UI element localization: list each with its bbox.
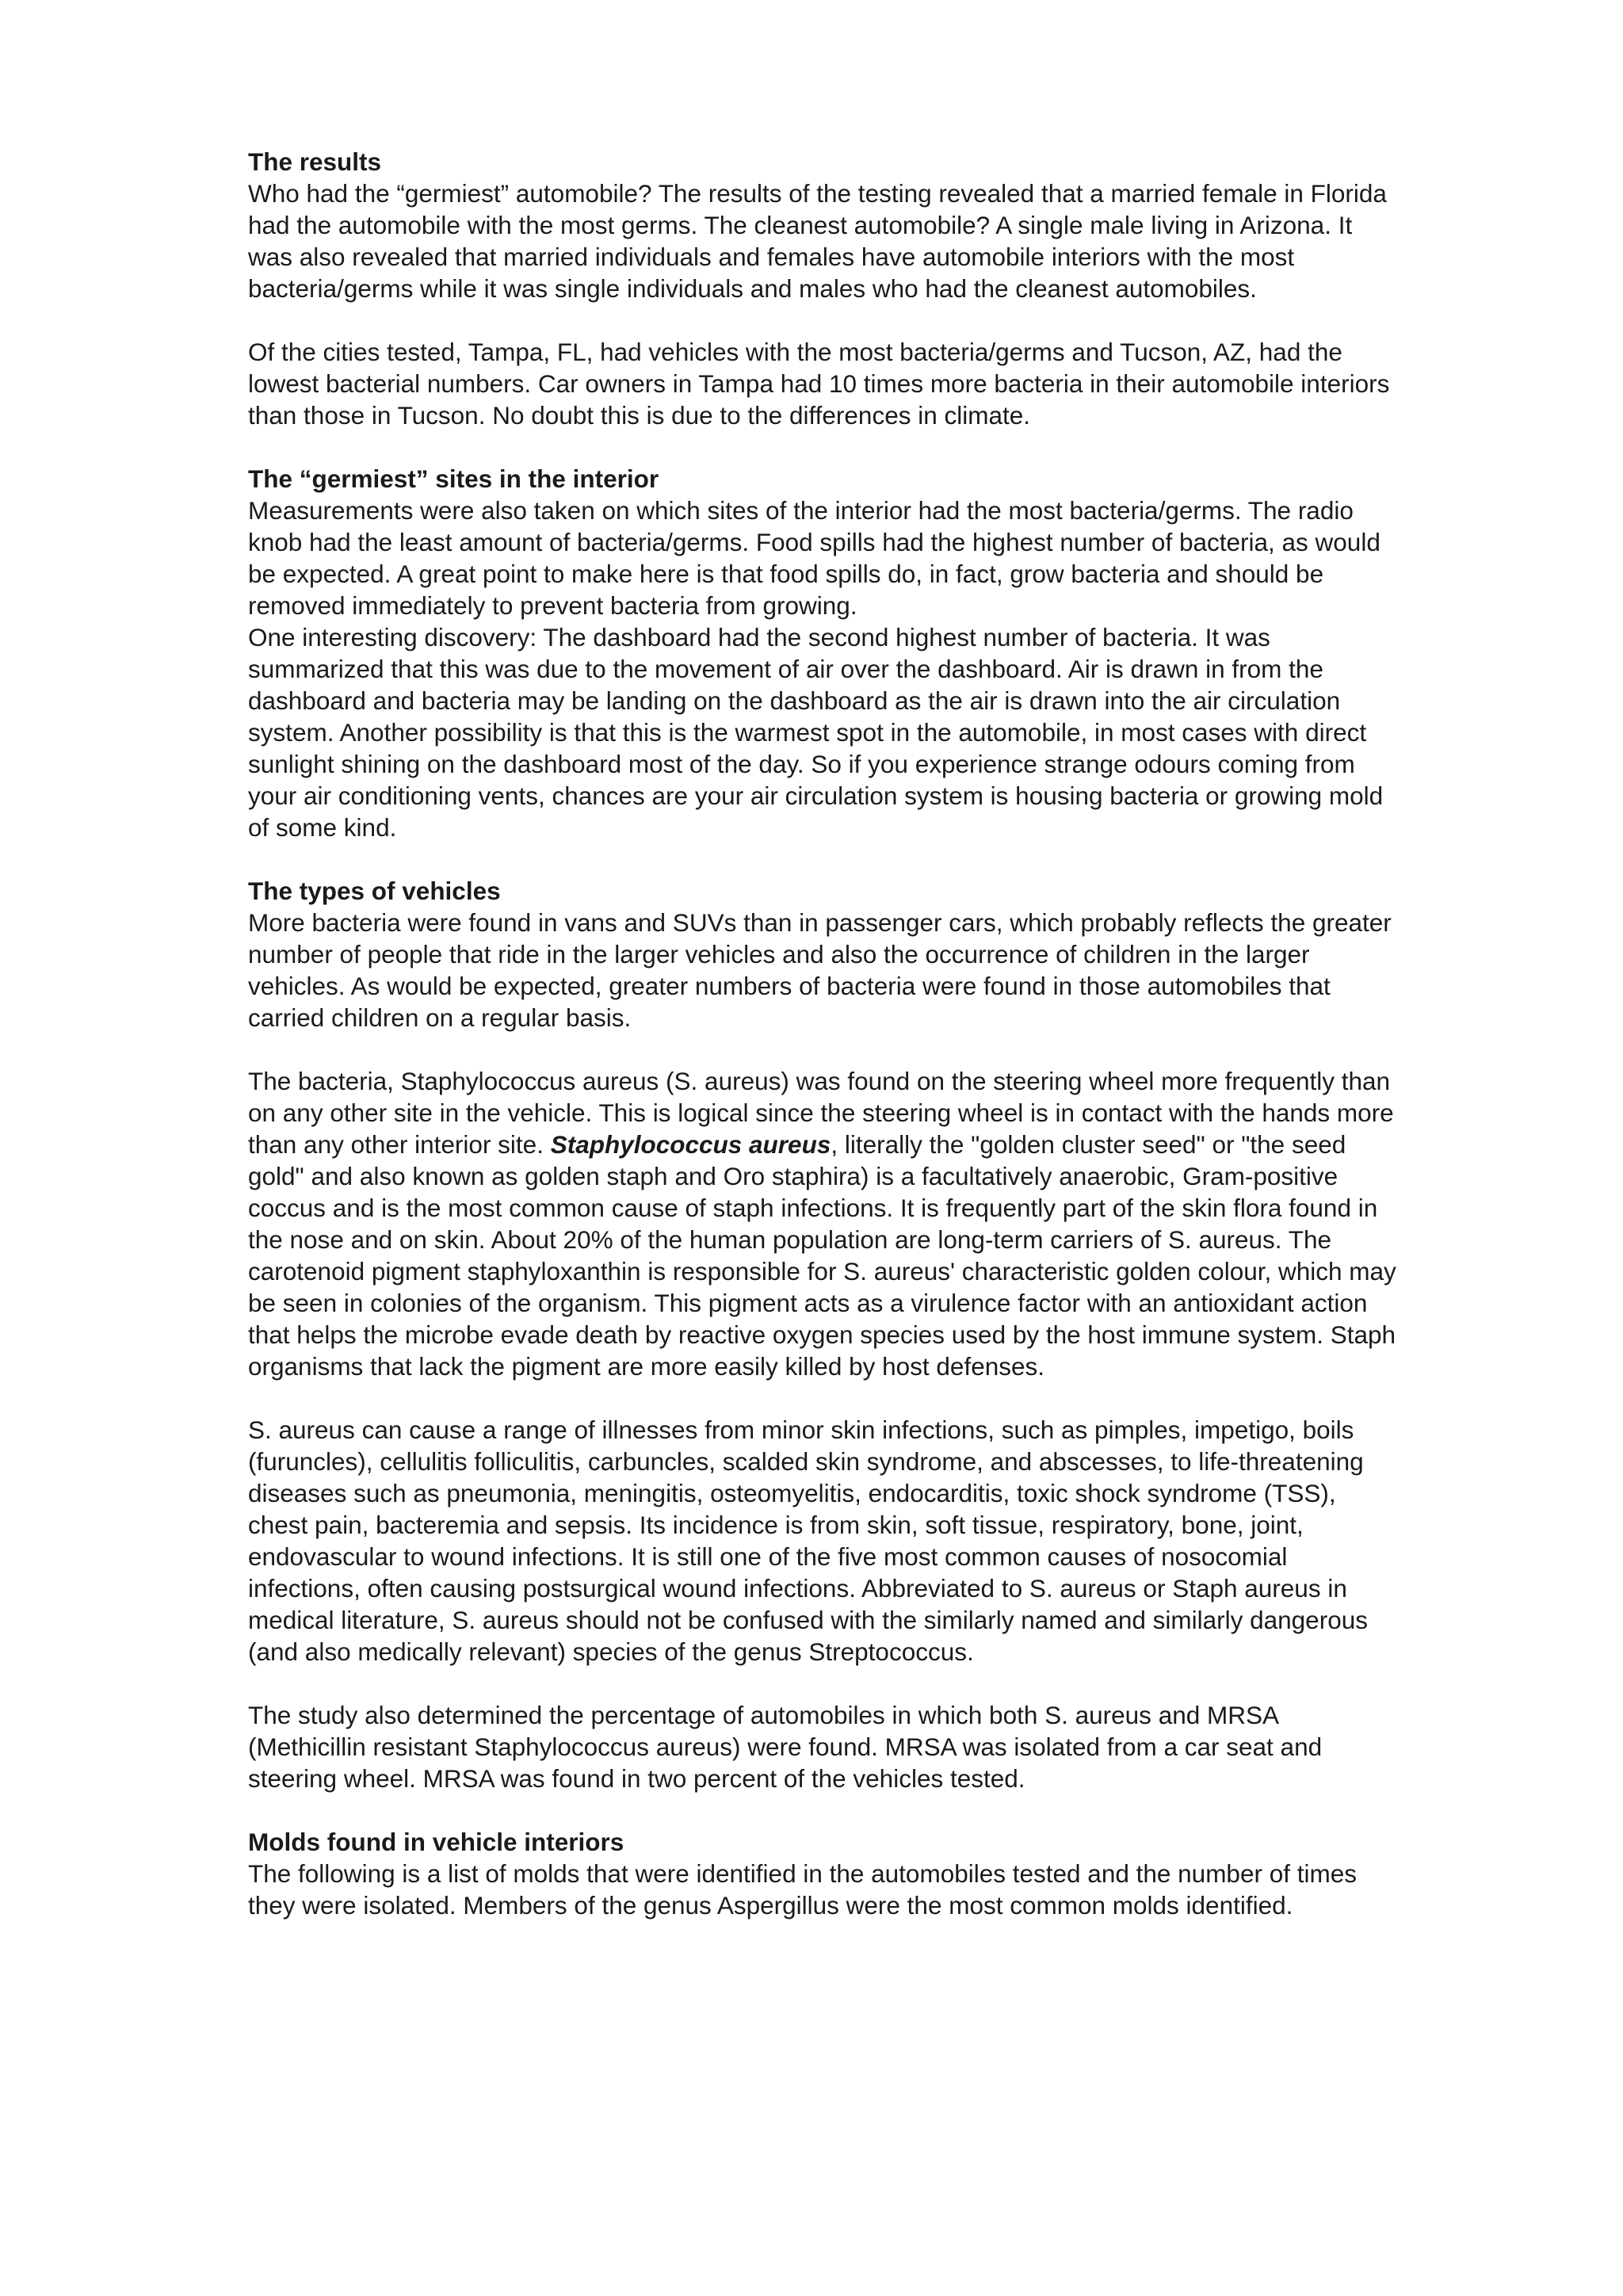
paragraph-spacer [248, 1382, 1397, 1414]
vehicles-paragraph-3: S. aureus can cause a range of illnesses from minor skin infections, such as pimples, impetigo, boils (furuncles), cellulitis folliculitis, carbuncles, scalded skin syndrome, and abscesses, to life-threatening diseases such as pneumonia, meningitis, osteomyelitis, endocarditis, toxic shock syndrome (TSS), chest pain, bacteremia and sepsis. Its incidence is from skin, soft tissue, respiratory, bone, joint, endovascular to wound infections. It is still one of the five most common causes of nosocomial infections, often causing postsurgical wound infections. Abbreviated to S. aureus or Staph aureus in medical literature, S. aureus should not be confused with the similarly named and similarly dangerous (and also medically relevant) species of the genus Streptococcus. [248, 1415, 1368, 1666]
vehicles-paragraph-2 [248, 1065, 1397, 1382]
results-paragraph-2: Of the cities tested, Tampa, FL, had vehicles with the most bacteria/germs and Tucson, AZ, had the lowest bacterial numbers. Car owners in Tampa had 10 times more bacteria in their automobile interiors than those in Tucson. No doubt this is due to the differences in climate. [248, 338, 1390, 430]
sites-paragraph-2: One interesting discovery: The dashboard had the second highest number of bacteria. It was summarized that this was due to the movement of air over the dashboard. Air is drawn in from the dashboard and bacteria may be landing on the dashboard as the air is drawn into the air circulation system. Another possibility is that this is the warmest spot in the automobile, in most cases with direct sunlight shining on the dashboard most of the day. So if you experience strange odours coming from your air conditioning vents, chances are your air circulation system is housing bacteria or growing mold of some kind. [248, 623, 1384, 842]
paragraph-spacer [248, 431, 1397, 463]
paragraph-spacer [248, 1794, 1397, 1826]
vehicles-paragraph-4: The study also determined the percentage of automobiles in which both S. aureus and MRSA (Methicillin resistant Staphylococcus aureus) were found. MRSA was isolated from a car seat and steering wheel. MRSA was found in two percent of the vehicles tested. [248, 1701, 1323, 1793]
section-heading-molds: Molds found in vehicle interiors [248, 1828, 624, 1856]
section-heading-results: The results [248, 147, 382, 176]
section-heading-germiest-sites: The “germiest” sites in the interior [248, 464, 659, 493]
results-paragraph-1: Who had the “germiest” automobile? The results of the testing revealed that a married female in Florida had the automobile with the most germs. The cleanest automobile? A single male living in Arizona. It was also revealed that married individuals and females have automobile interiors with the most bacteria/germs while it was single individuals and males who had the cleanest automobiles. [248, 179, 1387, 303]
staph-species-name: Staphylococcus aureus [550, 1130, 831, 1159]
paragraph-spacer [248, 304, 1397, 336]
sites-paragraph-1: Measurements were also taken on which sites of the interior had the most bacteria/germs. The radio knob had the least amount of bacteria/germs. Food spills had the highest number of bacteria, as would be expected. A great point to make here is that food spills do, in fact, grow bacteria and should be removed immediately to prevent bacteria from growing. [248, 496, 1381, 620]
vehicles-paragraph-1: More bacteria were found in vans and SUVs than in passenger cars, which probably reflects the greater number of people that ride in the larger vehicles and also the occurrence of children in the larger vehicles. As would be expected, greater numbers of bacteria were found in those automobiles that carried children on a regular basis. [248, 908, 1392, 1032]
paragraph-spacer [248, 1033, 1397, 1065]
section-heading-vehicle-types: The types of vehicles [248, 877, 501, 905]
paragraph-spacer [248, 843, 1397, 875]
staph-description-text: , literally the "golden cluster seed" or "the seed gold" and also known as golden staph and Oro staphira) is a facultatively anaerobic, Gram-positive coccus and is the most common cause of staph infections. It is frequently part of the skin flora found in the nose and on skin. About 20% of the human population are long-term carriers of S. aureus. The carotenoid pigment staphyloxanthin is responsible for S. aureus' characteristic golden colour, which may be seen in colonies of the organism. This pigment acts as a virulence factor with an antioxidant action that helps the microbe evade death by reactive oxygen species used by the host immune system. Staph organisms that lack the pigment are more easily killed by host defenses. [248, 1130, 1396, 1381]
document-body [248, 146, 1397, 1921]
paragraph-spacer [248, 1668, 1397, 1699]
staph-intro-text: The bacteria, Staphylococcus aureus (S. aureus) was found on the steering wheel more frequently than on any other site in the vehicle. This is logical since the steering wheel is in contact with the hands more than any other interior site. [248, 1067, 1394, 1159]
molds-paragraph-1: The following is a list of molds that were identified in the automobiles tested and the number of times they were isolated. Members of the genus Aspergillus were the most common molds identified. [248, 1859, 1357, 1920]
